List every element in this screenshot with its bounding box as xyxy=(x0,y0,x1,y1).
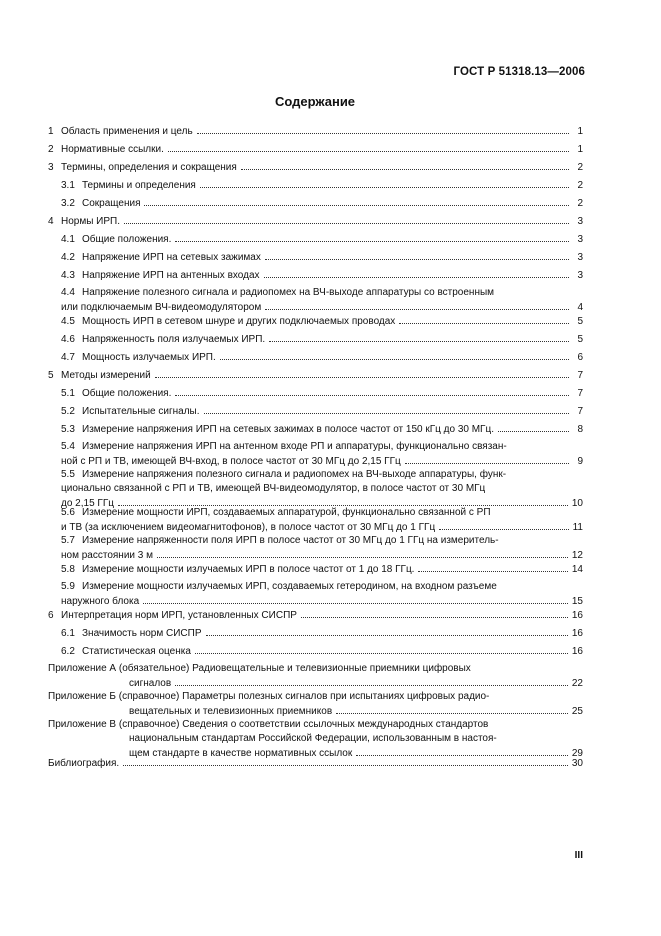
dot-leader xyxy=(195,646,568,654)
toc-entry-title: Измерение мощности ИРП, создаваемых аппаратурой, функционально связанной с РП xyxy=(82,507,491,518)
toc-entry[interactable] xyxy=(48,384,583,402)
dot-leader xyxy=(143,596,568,604)
toc-entry-page: 30 xyxy=(571,758,583,769)
toc-entry-number: 4.2 xyxy=(61,252,75,263)
toc-entry-title: Мощность ИРП в сетевом шнуре и других подключаемых проводах xyxy=(82,316,396,327)
toc-entry-number: 5.2 xyxy=(61,406,75,417)
toc-entry-number: 5.8 xyxy=(61,564,75,575)
toc-entry-number: 3.1 xyxy=(61,180,75,191)
dot-leader xyxy=(301,610,568,618)
toc-entry-page: 12 xyxy=(571,550,583,561)
toc-entry-number: 6.2 xyxy=(61,646,75,657)
toc-entry-title: и ТВ (за исключением видеомагнитофонов), в полосе частот от 30 МГц до 1 ГГц xyxy=(61,522,436,533)
toc-entry-page: 9 xyxy=(577,456,583,467)
toc-entry-title: до 2,15 ГГц xyxy=(61,498,114,509)
toc-entry-page: 7 xyxy=(577,388,583,399)
dot-leader xyxy=(168,144,569,152)
toc-entry-page: 3 xyxy=(577,234,583,245)
toc-entry[interactable] xyxy=(48,660,583,688)
toc-entry-page: 5 xyxy=(577,334,583,345)
toc-entry-title: Испытательные сигналы. xyxy=(82,406,200,417)
standard-designation: ГОСТ Р 51318.13—2006 xyxy=(453,66,585,78)
toc-entry[interactable] xyxy=(48,606,583,624)
toc-entry-title: Интерпретация норм ИРП, установленных СИСПР xyxy=(61,610,297,621)
toc-entry-number: 4.1 xyxy=(61,234,75,245)
toc-entry-page: 5 xyxy=(577,316,583,327)
toc-entry[interactable] xyxy=(48,140,583,158)
toc-entry-number: 5.3 xyxy=(61,424,75,435)
page-title: Содержание xyxy=(274,94,356,109)
toc-entry-title: Область применения и цель xyxy=(61,126,193,137)
toc-entry-number: 3.2 xyxy=(61,198,75,209)
toc-entry-number: 6 xyxy=(48,610,54,621)
toc-entry-page: 2 xyxy=(577,198,583,209)
toc-entry-page: 2 xyxy=(577,180,583,191)
dot-leader xyxy=(418,564,567,572)
toc-entry-title: ном расстоянии 3 м xyxy=(61,550,153,561)
toc-entry-number: 5.4 xyxy=(61,441,75,452)
toc-entry[interactable] xyxy=(48,402,583,420)
toc-entry-page: 7 xyxy=(577,406,583,417)
toc-entry-number: 4 xyxy=(48,216,54,227)
toc-entry-page: 3 xyxy=(577,270,583,281)
dot-leader xyxy=(124,216,569,224)
toc-entry-title: вещательных и телевизионных приемников xyxy=(129,706,333,717)
dot-leader xyxy=(439,522,568,530)
toc-entry-title: Общие положения. xyxy=(82,388,172,399)
toc-entry-title: Напряжение полезного сигнала и радиопомех на ВЧ-выходе аппаратуры со встроенным xyxy=(82,287,495,298)
dot-leader xyxy=(336,706,568,714)
toc-entry-title: сигналов xyxy=(129,678,172,689)
toc-entry-title: Нормы ИРП. xyxy=(61,216,121,227)
toc-entry-page: 1 xyxy=(577,126,583,137)
dot-leader xyxy=(206,628,568,636)
toc-entry[interactable] xyxy=(48,212,583,230)
dot-leader xyxy=(265,252,569,260)
toc-entry-number: 3 xyxy=(48,162,54,173)
dot-leader xyxy=(175,234,569,242)
toc-entry-number: 4.4 xyxy=(61,287,75,298)
toc-entry[interactable] xyxy=(48,420,583,438)
toc-entry[interactable] xyxy=(48,504,583,532)
toc-entry-number: 5 xyxy=(48,370,54,381)
toc-entry-page: 3 xyxy=(577,252,583,263)
toc-entry[interactable] xyxy=(48,230,583,248)
toc-entry-title: Библиография. xyxy=(48,758,120,769)
toc-entry-page: 16 xyxy=(571,646,583,657)
dot-leader xyxy=(405,456,569,464)
toc-entry[interactable] xyxy=(48,158,583,176)
toc-entry-number: 5.6 xyxy=(61,507,75,518)
toc-entry-title: Приложение В (справочное) Сведения о соответствии ссылочных международных стандартов xyxy=(48,719,489,730)
dot-leader xyxy=(498,424,569,432)
toc-entry[interactable] xyxy=(48,688,583,716)
dot-leader xyxy=(265,302,569,310)
toc-entry-title: Измерение мощности излучаемых ИРП в полосе частот от 1 до 18 ГГц. xyxy=(82,564,415,575)
toc-entry-page: 25 xyxy=(571,706,583,717)
toc-entry-number: 4.7 xyxy=(61,352,75,363)
toc-entry-number: 4.5 xyxy=(61,316,75,327)
dot-leader xyxy=(123,758,568,766)
toc-entry-page: 29 xyxy=(571,748,583,759)
toc-entry-title: Измерение напряженности поля ИРП в полосе частот от 30 МГц до 1 ГГц на измеритель- xyxy=(82,535,499,546)
toc-entry-title: Значимость норм СИСПР xyxy=(82,628,202,639)
toc-entry-title: национальным стандартам Российской Федерации, использованным в настоя- xyxy=(129,733,497,744)
toc-entry-page: 16 xyxy=(571,628,583,639)
toc-entry-title: Измерение напряжения полезного сигнала и радиопомех на ВЧ-выходе аппаратуры, функ- xyxy=(82,469,507,480)
toc-entry-title: ной с РП и ТВ, имеющей ВЧ-вход, в полосе частот от 30 МГц до 2,15 ГГц xyxy=(61,456,401,467)
toc-entry[interactable] xyxy=(48,754,583,772)
toc-entry-page: 15 xyxy=(571,596,583,607)
toc-entry[interactable] xyxy=(48,578,583,606)
toc-entry-page: 14 xyxy=(571,564,583,575)
toc-entry[interactable] xyxy=(48,716,583,759)
dot-leader xyxy=(220,352,569,360)
toc-entry-page: 6 xyxy=(577,352,583,363)
dot-leader xyxy=(264,270,569,278)
toc-entry-title: Термины и определения xyxy=(82,180,196,191)
toc-entry-number: 5.9 xyxy=(61,581,75,592)
toc-entry-title: Сокращения xyxy=(82,198,141,209)
toc-entry-page: 8 xyxy=(577,424,583,435)
toc-entry-number: 4.3 xyxy=(61,270,75,281)
toc-entry-page: 16 xyxy=(571,610,583,621)
dot-leader xyxy=(200,180,569,188)
toc-entry-title: Приложение А (обязательное) Радиовещательные и телевизионные приемники цифровых xyxy=(48,663,471,674)
dot-leader xyxy=(241,162,569,170)
toc-entry-title: Статистическая оценка xyxy=(82,646,191,657)
toc-entry-title: Мощность излучаемых ИРП. xyxy=(82,352,216,363)
page-number: III xyxy=(574,850,583,861)
dot-leader xyxy=(175,678,568,686)
toc-entry[interactable] xyxy=(48,122,583,140)
toc-entry[interactable] xyxy=(48,366,583,384)
toc-entry-title: Напряженность поля излучаемых ИРП. xyxy=(82,334,266,345)
toc-entry-title: Измерение напряжения ИРП на антенном входе РП и аппаратуры, функционально связан- xyxy=(82,441,507,452)
dot-leader xyxy=(197,126,569,134)
toc-entry[interactable] xyxy=(48,624,583,642)
toc-entry-number: 4.6 xyxy=(61,334,75,345)
toc-entry-title: Приложение Б (справочное) Параметры полезных сигналов при испытаниях цифровых радио- xyxy=(48,691,490,702)
toc-entry-page: 1 xyxy=(577,144,583,155)
toc-entry-page: 3 xyxy=(577,216,583,227)
dot-leader xyxy=(155,370,569,378)
toc-entry-title: Напряжение ИРП на сетевых зажимах xyxy=(82,252,261,263)
toc-entry-title: Измерение мощности излучаемых ИРП, создаваемых гетеродином, на входном разъеме xyxy=(82,581,497,592)
dot-leader xyxy=(157,550,568,558)
toc-entry-title: Нормативные ссылки. xyxy=(61,144,164,155)
toc-entry-title: Термины, определения и сокращения xyxy=(61,162,237,173)
toc-entry[interactable] xyxy=(48,348,583,366)
toc-entry-number: 5.5 xyxy=(61,469,75,480)
toc-entry-title: ционально связанной с РП и ТВ, имеющей ВЧ-видеомодулятор, в полосе частот от 30 МГц xyxy=(61,483,486,494)
toc-entry-title: Измерение напряжения ИРП на сетевых зажимах в полосе частот от 150 кГц до 30 МГц. xyxy=(82,424,494,435)
toc-entry-number: 5.1 xyxy=(61,388,75,399)
toc-entry-number: 6.1 xyxy=(61,628,75,639)
toc-entry[interactable] xyxy=(48,266,583,284)
toc-entry[interactable] xyxy=(48,176,583,194)
toc-entry-number: 1 xyxy=(48,126,54,137)
toc-entry-page: 11 xyxy=(572,522,583,533)
toc-entry[interactable] xyxy=(48,642,583,660)
toc-entry-page: 7 xyxy=(577,370,583,381)
toc-entry[interactable] xyxy=(48,438,583,466)
toc-entry[interactable] xyxy=(48,194,583,212)
toc-entry[interactable] xyxy=(48,560,583,578)
toc-entry-page: 22 xyxy=(571,678,583,689)
toc-entry-title: щем стандарте в качестве нормативных ссылок xyxy=(129,748,353,759)
toc-entry[interactable] xyxy=(48,284,583,312)
toc-entry-page: 2 xyxy=(577,162,583,173)
dot-leader xyxy=(399,316,569,324)
dot-leader xyxy=(144,198,569,206)
toc-entry-title: Напряжение ИРП на антенных входах xyxy=(82,270,260,281)
toc-entry-page: 10 xyxy=(571,498,583,509)
dot-leader xyxy=(204,406,569,414)
toc-entry-number: 2 xyxy=(48,144,54,155)
toc-entry[interactable] xyxy=(48,248,583,266)
toc-entry-page: 4 xyxy=(577,302,583,313)
toc-entry-title: наружного блока xyxy=(61,596,140,607)
toc-entry-title: Методы измерений xyxy=(61,370,151,381)
dot-leader xyxy=(175,388,569,396)
toc-entry[interactable] xyxy=(48,312,583,330)
toc-entry[interactable] xyxy=(48,532,583,560)
toc-entry[interactable] xyxy=(48,330,583,348)
table-of-contents xyxy=(48,122,583,772)
toc-entry-title: или подключаемым ВЧ-видеомодулятором xyxy=(61,302,262,313)
toc-entry-title: Общие положения. xyxy=(82,234,172,245)
dot-leader xyxy=(269,334,569,342)
toc-entry-number: 5.7 xyxy=(61,535,75,546)
toc-entry[interactable] xyxy=(48,466,583,509)
